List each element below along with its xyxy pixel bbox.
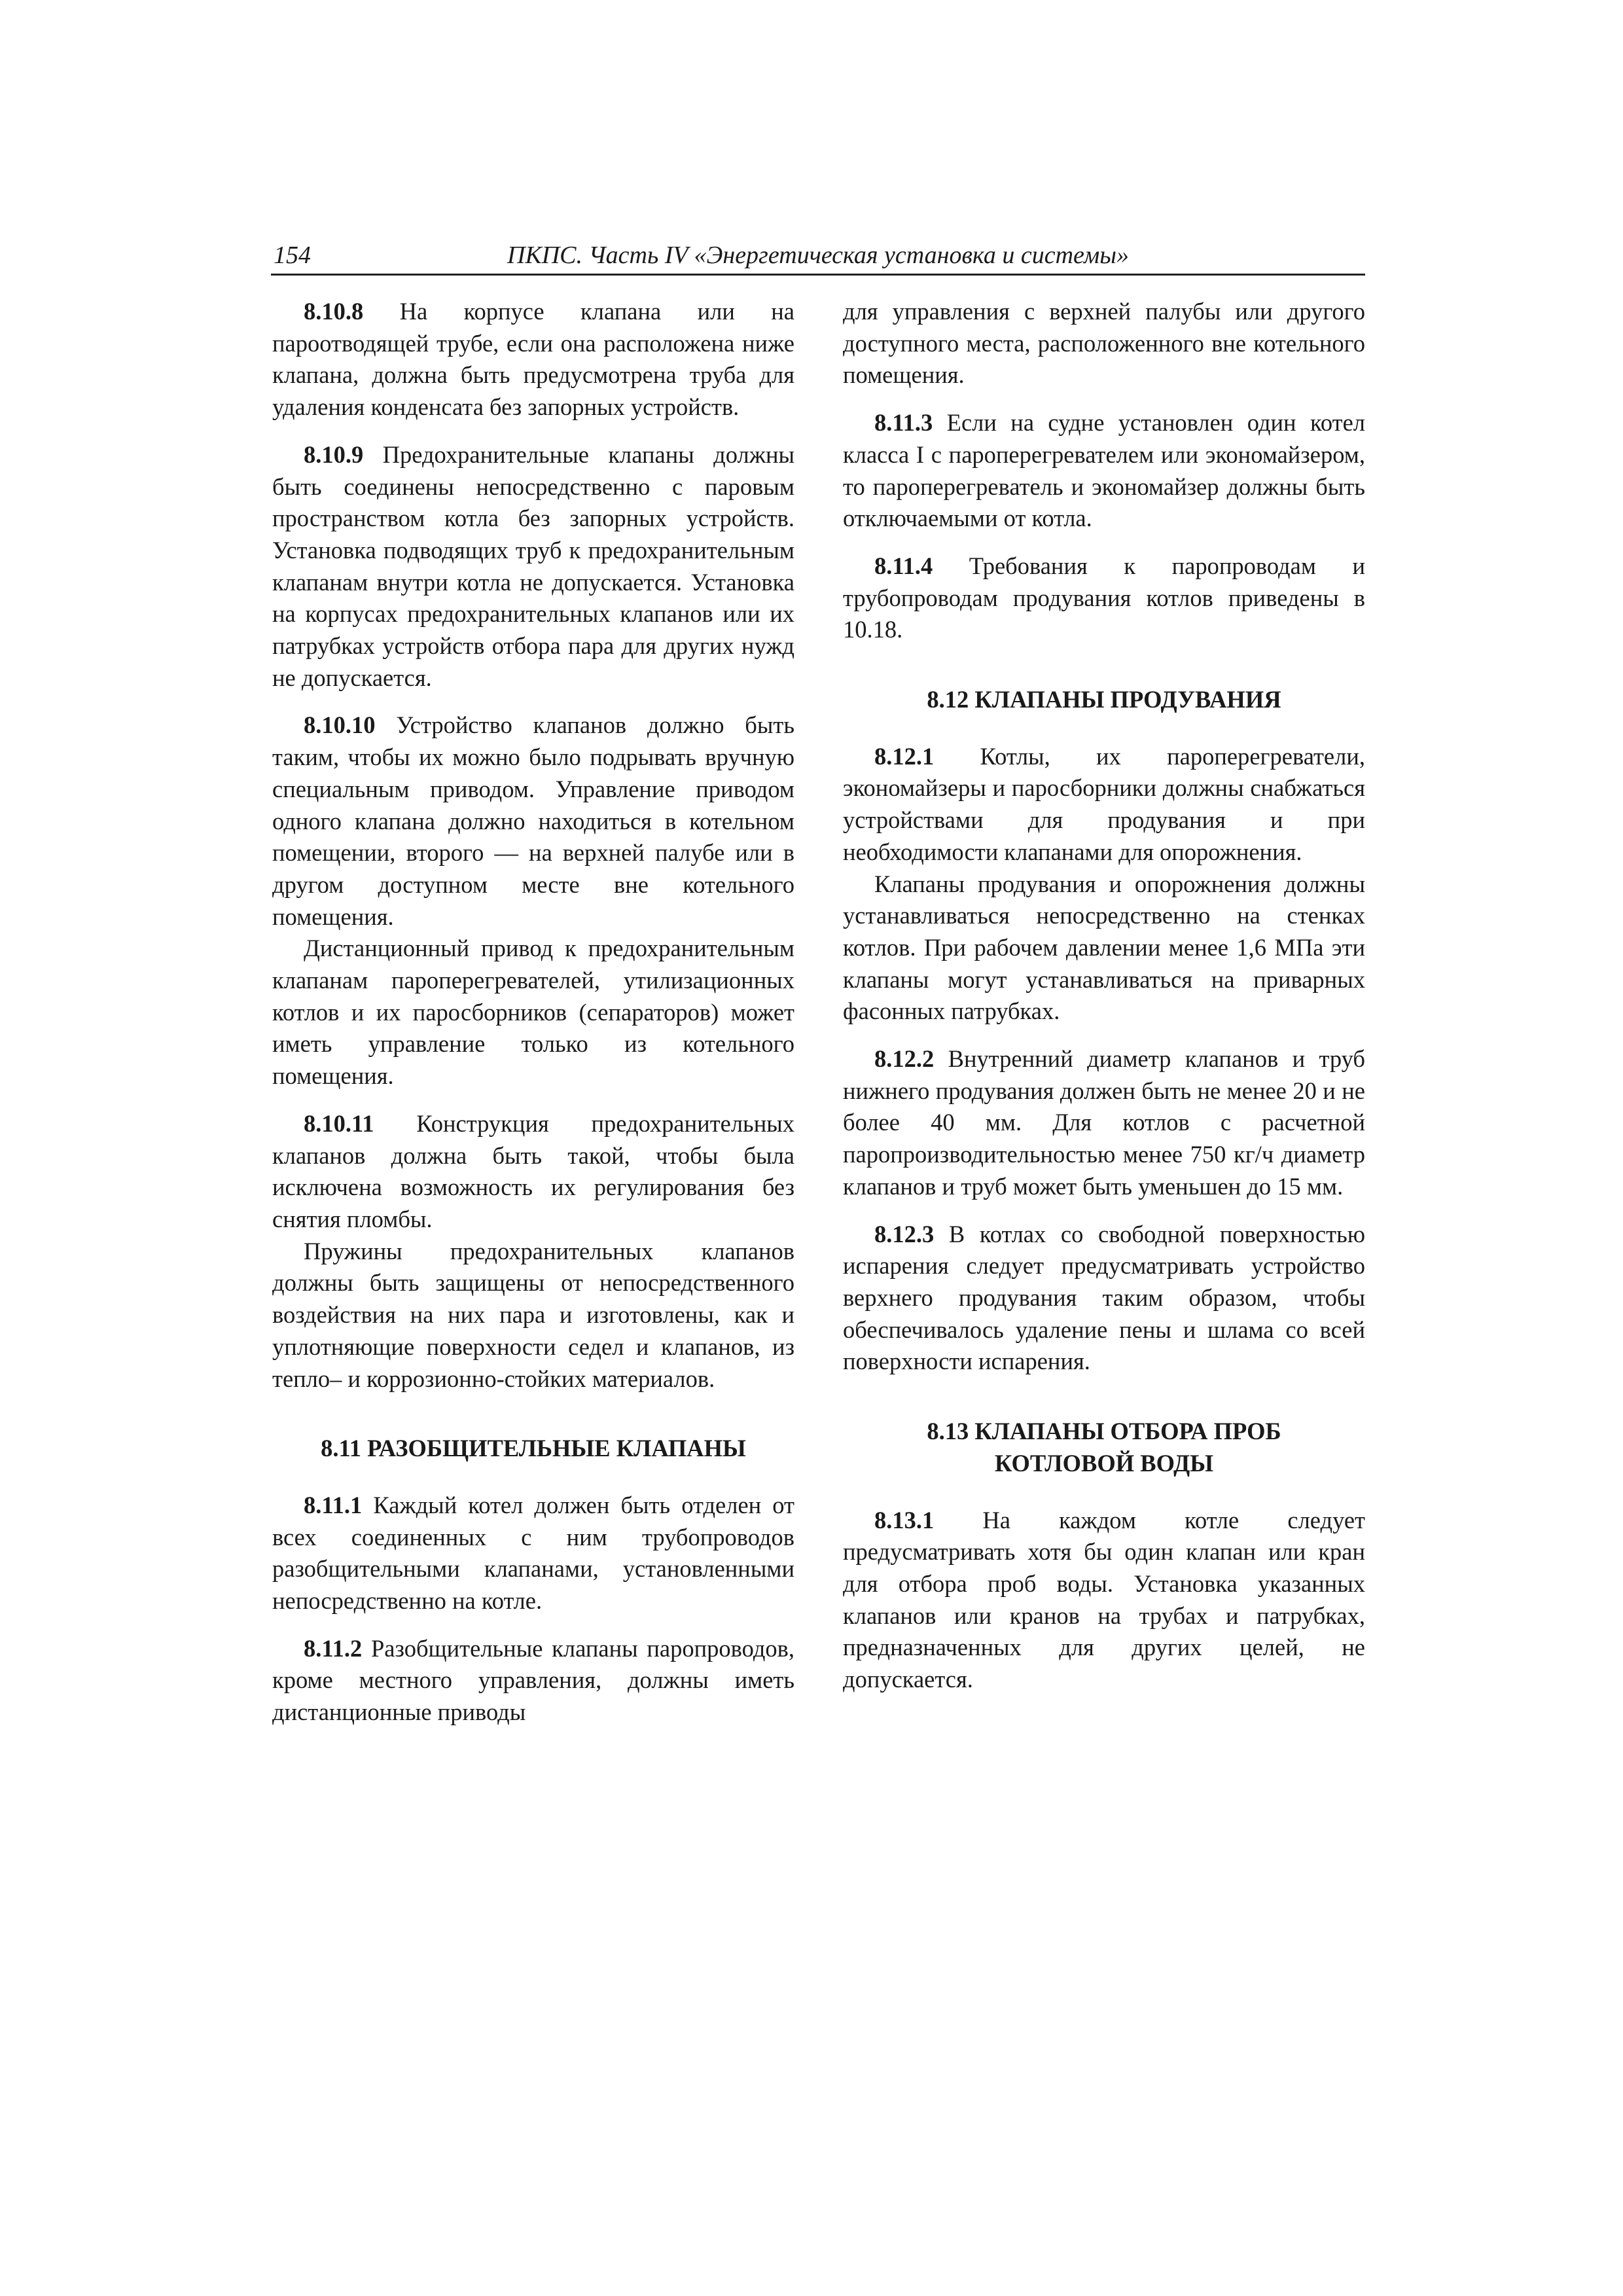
clause-number: 8.11.3: [874, 409, 933, 437]
paragraph-continuation: для управления с верхней палубы или другого доступного места, расположенного вне котельного помещения.: [843, 298, 1365, 389]
paragraph-8-10-8: [272, 296, 794, 423]
section-heading-8-12: 8.12 КЛАПАНЫ ПРОДУВАНИЯ: [927, 686, 1281, 713]
section-heading-8-11: 8.11 РАЗОБЩИТЕЛЬНЫЕ КЛАПАНЫ: [321, 1435, 746, 1462]
paragraph-text: Если на судне установлен один котел класса I с пароперегревателем или экономайзером, то пароперегреватель и экономайзер должны быть отключаемыми от котла.: [843, 409, 1365, 532]
clause-number: 8.13.1: [874, 1506, 935, 1534]
paragraph-8-11-4: [843, 550, 1365, 646]
paragraph-8-12-1: [843, 741, 1365, 869]
left-column: [272, 296, 794, 1744]
paragraph-text: Предохранительные клапаны должны быть соединены непосредственно с паровым пространством котла без запорных устройств. Установка подводящих труб к предохранительным клапанам внутри котла не допускается. Установка на корпусах предохранительных клапанов или их патрубках устройств отбора пара для других нужд не допускается.: [272, 440, 795, 691]
paragraph-text: Требования к паропроводам и трубопроводам продувания котлов приведены в 10.18.: [843, 552, 1365, 643]
paragraph-text: Разобщительные клапаны паропроводов, кроме местного управления, должны иметь дистанционные приводы: [272, 1634, 794, 1726]
paragraph-text: На корпусе клапана или на пароотводящей трубе, если она расположена ниже клапана, должна быть предусмотрена труба для удаления конденсата без запорных устройств.: [272, 298, 794, 421]
clause-number: 8.10.9: [304, 440, 364, 468]
clause-number: 8.10.11: [304, 1109, 374, 1137]
section-heading-8-13: [843, 1416, 1365, 1479]
clause-number: 8.12.3: [874, 1220, 935, 1247]
paragraph-remote-drive: Дистанционный привод к предохранительным клапанам пароперегревателей, утилизационных котлов и их паросборников (сепараторов) может иметь управление только из котельного помещения.: [272, 935, 794, 1090]
clause-number: 8.11.2: [304, 1634, 363, 1662]
paragraph-text: На каждом котле следует предусматривать хотя бы один клапан или кран для отбора проб воды. Установка указанных клапанов или кранов на трубах и патрубках, предназначенных для других целей, не допускается.: [843, 1506, 1365, 1693]
paragraph-8-11-3: [843, 407, 1365, 535]
paragraph-8-13-1: [843, 1505, 1365, 1696]
paragraph-text: Внутренний диаметр клапанов и труб нижнего продувания должен быть не менее 20 и не более 40 мм. Для котлов с расчетной паропроизводительностью менее 750 кг/ч диаметр клапанов и труб может быть уменьшен до 15 мм.: [843, 1045, 1365, 1200]
paragraph-8-10-9: [272, 439, 794, 694]
heading-line: КОТЛОВОЙ ВОДЫ: [994, 1449, 1214, 1477]
right-column: [843, 296, 1365, 1712]
clause-number: 8.11.1: [304, 1491, 363, 1518]
paragraph-text: Котлы, их пароперегреватели, экономайзеры и паросборники должны снабжаться устройствами для продувания и при необходимости клапанами для опорожнения.: [843, 742, 1365, 865]
paragraph-8-10-11: [272, 1108, 794, 1236]
paragraph-text: Конструкция предохранительных клапанов должна быть такой, чтобы была исключена возможность их регулирования без снятия пломбы.: [272, 1109, 795, 1232]
paragraph-8-12-3: [843, 1219, 1365, 1378]
paragraph-text: В котлах со свободной поверхностью испарения следует предусматривать устройство верхнего продувания таким образом, чтобы обеспечивалось удаление пены и шлама со всей поверхности испарения.: [843, 1220, 1365, 1375]
heading-line: 8.13 КЛАПАНЫ ОТБОРА ПРОБ: [927, 1418, 1281, 1445]
paragraph-8-11-1: [272, 1490, 794, 1617]
paragraph-springs: Пружины предохранительных клапанов должны быть защищены от непосредственного воздействия на них пара и изготовлены, как и уплотняющие поверхности седел и клапанов, из тепло– и коррозионно-стойких материалов.: [272, 1237, 794, 1392]
clause-number: 8.12.1: [874, 742, 935, 770]
paragraph-text: Каждый котел должен быть отделен от всех соединенных с ним трубопроводов разобщительными клапанами, установленными непосредственно на котле.: [272, 1491, 794, 1615]
running-header: [271, 237, 1365, 276]
paragraph-8-11-2: [272, 1633, 794, 1729]
clause-number: 8.11.4: [874, 552, 933, 579]
clause-number: 8.10.10: [304, 711, 376, 739]
clause-number: 8.10.8: [304, 298, 364, 325]
paragraph-blowdown-valves: Клапаны продувания и опорожнения должны устанавливаться непосредственно на стенках котлов. При рабочем давлении менее 1,6 МПа эти клапаны могут устанавливаться на приварных фасонных патрубках.: [843, 870, 1365, 1025]
header-title: ПКПС. Часть IV «Энергетическая установка и системы»: [507, 242, 1129, 269]
clause-number: 8.12.2: [874, 1045, 935, 1073]
paragraph-8-10-10: [272, 709, 794, 933]
paragraph-text: Устройство клапанов должно быть таким, чтобы их можно было подрывать вручную специальным приводом. Управление приводом одного клапана должно находиться в котельном помещении, второго — на верхней палубе или в другом доступном месте вне котельного помещения.: [272, 711, 795, 930]
page-number: 154: [274, 242, 311, 269]
paragraph-8-12-2: [843, 1043, 1365, 1203]
